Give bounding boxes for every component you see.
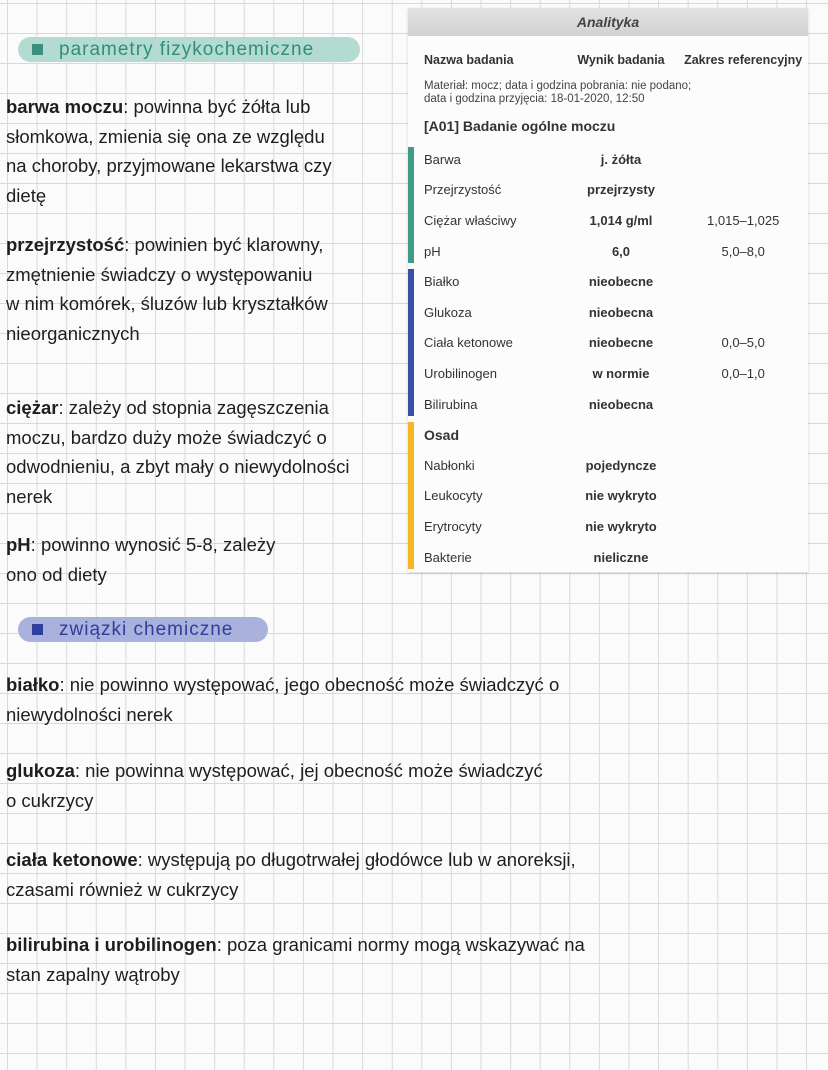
- table-row: [408, 328, 808, 359]
- note-text: : powinno wynosić 5-8, zależy: [30, 534, 276, 555]
- note-item: [6, 670, 559, 729]
- note-line: o cukrzycy: [6, 789, 94, 811]
- table-row: [408, 358, 808, 389]
- note-term: ciężar: [6, 397, 59, 418]
- note-item: [6, 530, 275, 589]
- test-name: Przejrzystość: [424, 182, 502, 198]
- lab-results-table: [408, 8, 808, 572]
- test-result: nieobecna: [588, 396, 654, 412]
- test-result: nieobecne: [588, 335, 654, 351]
- note-first-line: [6, 393, 349, 423]
- note-first-line: [6, 845, 576, 875]
- note-text: : poza granicami normy mogą wskazywać na: [216, 934, 585, 955]
- note-item: [6, 92, 332, 210]
- test-result: nieobecna: [588, 304, 654, 320]
- note-text: : nie powinna występować, jej obecność może świadczyć: [74, 760, 543, 781]
- table-row: [408, 175, 808, 206]
- group-color-bar: [408, 147, 414, 263]
- reference-range: 5,0–8,0: [721, 243, 765, 259]
- test-name: Erytrocyty: [424, 518, 482, 534]
- test-name: Urobilinogen: [424, 365, 497, 381]
- test-name: Nabłonki: [424, 457, 475, 473]
- test-name: Ciężar właściwy: [424, 212, 517, 228]
- note-term: glukoza: [6, 760, 75, 781]
- group-color-bar: [408, 269, 414, 416]
- note-line: ono od diety: [6, 563, 107, 585]
- test-result: nie wykryto: [585, 518, 657, 534]
- test-result: nieliczne: [593, 549, 649, 565]
- note-line: odwodnieniu, a zbyt mały o niewydolności: [6, 456, 350, 477]
- test-name: Glukoza: [424, 304, 472, 320]
- table-row: [408, 511, 808, 542]
- note-term: ciała ketonowe: [6, 849, 138, 870]
- note-item: [6, 393, 349, 511]
- note-text: : nie powinno występować, jego obecność może świadczyć o: [59, 674, 560, 695]
- test-result: w normie: [592, 365, 650, 381]
- test-name: Bilirubina: [424, 396, 478, 412]
- note-term: białko: [6, 674, 60, 695]
- test-result: j. żółta: [600, 151, 642, 167]
- note-first-line: [6, 670, 559, 700]
- note-line: słomkowa, zmienia się ona ze względu: [6, 125, 325, 147]
- reference-range: 0,0–1,0: [721, 365, 765, 381]
- section-heading-physicochemical: parametry fizykochemiczne: [18, 37, 360, 62]
- note-line: dietę: [6, 184, 47, 206]
- group-color-bar: [408, 422, 414, 569]
- note-text: : występują po długotrwałej głodówce lub w anoreksji,: [137, 849, 576, 870]
- note-line: na choroby, przyjmowane lekarstwa czy: [6, 155, 332, 176]
- table-row: [408, 450, 808, 481]
- note-first-line: [6, 756, 543, 786]
- column-header: Nazwa badania: [424, 53, 514, 67]
- test-name: pH: [424, 243, 441, 259]
- note-first-line: [6, 530, 275, 560]
- material-line: Materiał: mocz; data i godzina pobrania: nie podano;: [424, 80, 692, 92]
- test-name: Ciała ketonowe: [424, 335, 513, 351]
- note-item: [6, 930, 585, 989]
- column-header: Zakres referencyjny: [684, 53, 803, 67]
- note-item: [6, 230, 328, 348]
- reference-range: 1,015–1,025: [707, 212, 780, 228]
- note-line: niewydolności nerek: [6, 703, 173, 725]
- note-first-line: [6, 930, 585, 960]
- note-term: barwa moczu: [6, 96, 124, 117]
- table-row: [408, 144, 808, 175]
- note-line: zmętnienie świadczy o występowaniu: [6, 263, 313, 285]
- note-text: : powinien być klarowny,: [124, 234, 324, 255]
- test-result: nieobecne: [588, 274, 654, 290]
- material-info: [408, 67, 808, 106]
- table-row: [408, 205, 808, 236]
- table-row: [408, 481, 808, 512]
- test-name: Osad: [424, 426, 460, 443]
- note-term: pH: [6, 534, 31, 555]
- test-name: Bakterie: [424, 549, 472, 565]
- table-row: [408, 389, 808, 420]
- test-result: 1,014 g/ml: [589, 212, 653, 228]
- note-text: : powinna być żółta lub: [123, 96, 311, 117]
- note-line: moczu, bardzo duży może świadczyć o: [6, 426, 327, 448]
- table-section-title: [A01] Badanie ogólne moczu: [424, 118, 616, 134]
- note-term: przejrzystość: [6, 234, 125, 255]
- table-title: Analityka: [408, 8, 808, 36]
- note-line: nerek: [6, 485, 53, 507]
- test-result: nie wykryto: [585, 488, 657, 504]
- table-row: [408, 266, 808, 297]
- reference-range: 0,0–5,0: [721, 335, 765, 351]
- test-name: Białko: [424, 274, 460, 290]
- test-result: 6,0: [611, 243, 631, 259]
- table-row: [408, 236, 808, 267]
- square-bullet-icon: [32, 44, 43, 55]
- table-row: [408, 297, 808, 328]
- test-name: Barwa: [424, 151, 461, 167]
- section-heading-chemical-compounds: związki chemiczne: [18, 617, 268, 642]
- note-text: : zależy od stopnia zagęszczenia: [58, 397, 329, 418]
- table-header-row: [408, 36, 808, 67]
- note-line: w nim komórek, śluzów lub kryształków: [6, 293, 328, 314]
- note-line: nieorganicznych: [6, 322, 140, 344]
- note-term: bilirubina i urobilinogen: [6, 934, 217, 955]
- test-result: pojedyncze: [585, 457, 657, 473]
- note-first-line: [6, 92, 332, 122]
- note-first-line: [6, 230, 328, 260]
- square-bullet-icon: [32, 624, 43, 635]
- note-line: stan zapalny wątroby: [6, 963, 180, 985]
- material-line: data i godzina przyjęcia: 18-01-2020, 12:50: [424, 93, 645, 105]
- note-line: czasami również w cukrzycy: [6, 878, 239, 900]
- table-row: [408, 419, 808, 450]
- test-result: przejrzysty: [587, 182, 655, 198]
- column-header: Wynik badania: [577, 53, 665, 67]
- test-name: Leukocyty: [424, 488, 483, 504]
- table-row: [408, 542, 808, 573]
- note-item: [6, 756, 543, 815]
- note-item: [6, 845, 576, 904]
